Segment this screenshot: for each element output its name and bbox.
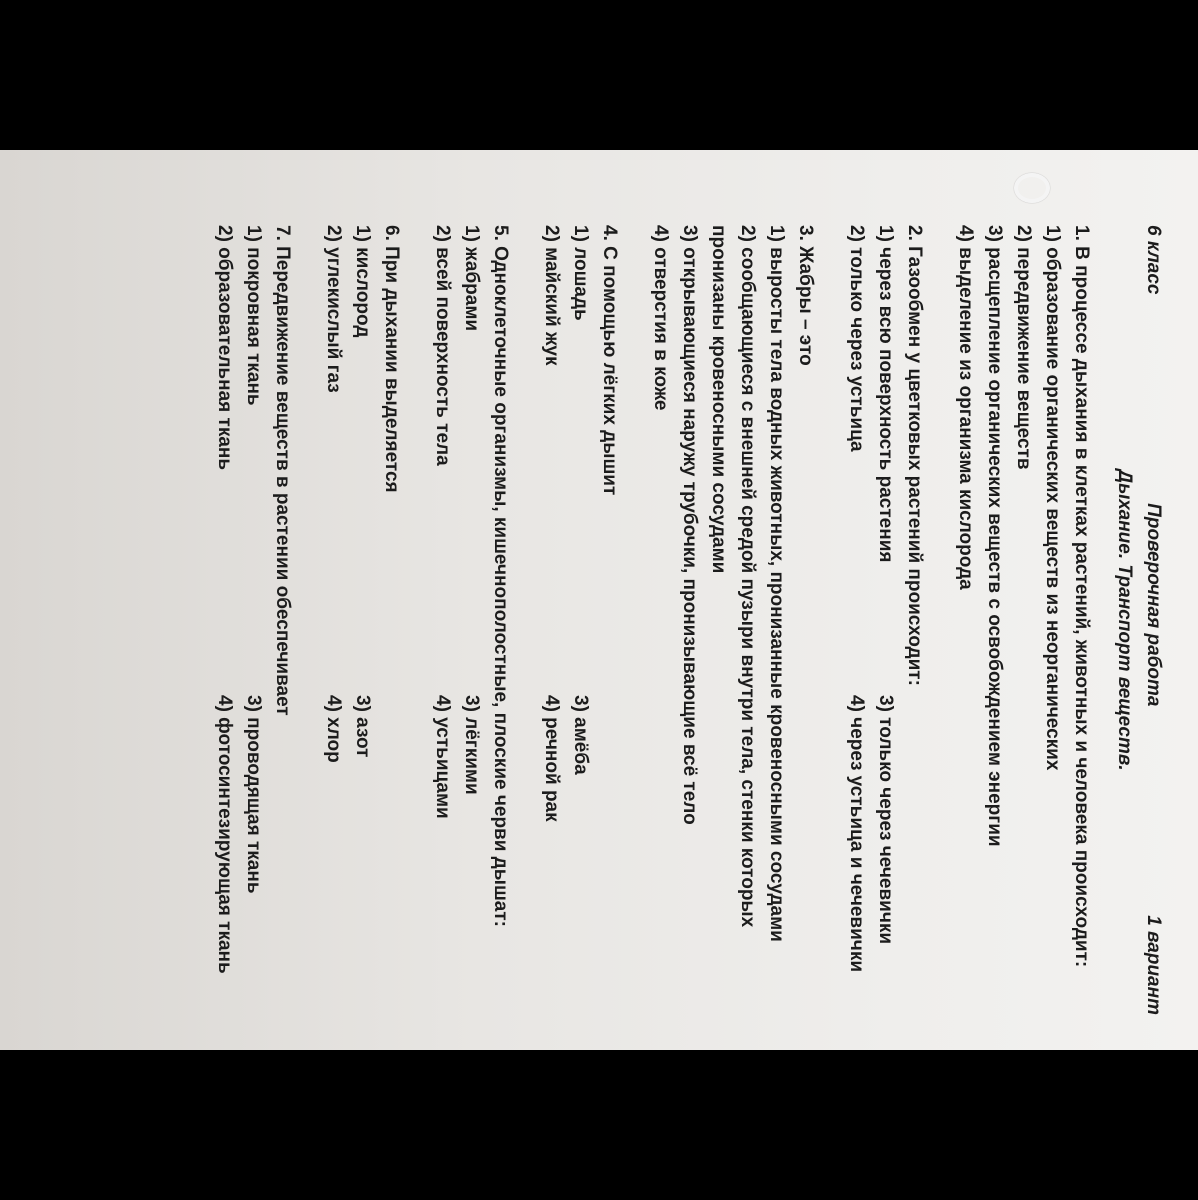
answer-option: 2) всей поверхность тела: [432, 225, 453, 466]
answer-option: 2) углекислый газ: [323, 225, 344, 393]
answer-option: 4) через устьица и чечевички: [846, 695, 867, 973]
variant-label: 1 вариант: [1143, 915, 1164, 1015]
answer-option: 2) сообщающиеся с внешней средой пузыри внутри тела, стенки которых пронизаны кровеносными сосудами: [708, 225, 758, 928]
answer-options: [210, 225, 268, 1015]
answer-option: 1) лошадь: [570, 225, 591, 321]
answer-option: 4) речной рак: [541, 695, 562, 822]
answer-option: 4) хлор: [323, 695, 344, 763]
circle-mark-icon: [1014, 173, 1050, 203]
answer-option: 2) образовательная ткань: [214, 225, 235, 471]
answer-options: [537, 225, 595, 1015]
question-text: 3. Жабры – это: [795, 225, 816, 366]
answer-option: 3) лёгкими: [461, 695, 482, 795]
answer-option: 2) майский жук: [541, 225, 562, 366]
answer-option: 1) жабрами: [461, 225, 482, 332]
answer-option: 1) через всю поверхность растения: [875, 225, 896, 563]
answer-option: 1) покровная ткань: [243, 225, 264, 406]
question-block: [646, 225, 820, 1015]
question-block: [842, 225, 929, 1015]
answer-option: 4) выделение из организма кислорода: [955, 225, 976, 590]
question-text: 2. Газообмен у цветковых растений происходит:: [904, 225, 925, 686]
photo-area: [0, 150, 1198, 1050]
grade-label: 6 класс: [1143, 225, 1164, 295]
answer-option: 3) открывающиеся наружу трубочки, пронизывающие всё тело: [679, 225, 700, 825]
worksheet-page: [0, 165, 1198, 1035]
answer-option: 2) только через устьица: [846, 225, 867, 452]
answer-option: 3) азот: [352, 695, 373, 758]
question-text: 4. С помощью лёгких дышит: [599, 225, 620, 496]
question-block: [537, 225, 624, 1015]
question-block: [210, 225, 297, 1015]
answer-options: [951, 225, 1067, 1015]
answer-options: [646, 225, 791, 1015]
answer-option: 2) передвижение веществ: [1013, 225, 1034, 470]
question-block: [951, 225, 1096, 1015]
question-block: [319, 225, 406, 1015]
question-text: 5. Одноклеточные организмы, кишечнополостные, плоские черви дышат:: [490, 225, 511, 928]
worksheet-header: [1139, 225, 1168, 1015]
answer-options: [842, 225, 900, 1015]
answer-option: 4) фотосинтезирующая ткань: [214, 695, 235, 974]
worksheet-title: Проверочная работа: [1143, 503, 1164, 707]
questions-list: [210, 225, 1096, 1015]
answer-option: 3) только через чечевички: [875, 695, 896, 945]
answer-option: 4) отверстия в коже: [650, 225, 671, 411]
question-text: 7. Передвижение веществ в растении обеспечивает: [272, 225, 293, 716]
answer-option: 3) расщепление органических веществ с освобождением энергии: [984, 225, 1005, 847]
question-text: 1. В процессе дыхания в клетках растений, животных и человека происходит:: [1071, 225, 1092, 968]
answer-option: 3) амёба: [570, 695, 591, 775]
worksheet-subtitle: Дыхание. Транспорт веществ.: [1114, 469, 1135, 771]
worksheet-content: [210, 225, 1168, 1015]
answer-options: [428, 225, 486, 1015]
question-text: 6. При дыхании выделяется: [381, 225, 402, 493]
question-block: [428, 225, 515, 1015]
answer-option: 1) кислород: [352, 225, 373, 338]
answer-option: 4) устьицами: [432, 695, 453, 819]
answer-option: 1) образование органических веществ из неорганических: [1042, 225, 1063, 771]
answer-options: [319, 225, 377, 1015]
answer-option: 3) проводящая ткань: [243, 695, 264, 894]
answer-option: 1) выросты тела водных животных, пронизанные кровеносными сосудами: [766, 225, 787, 942]
